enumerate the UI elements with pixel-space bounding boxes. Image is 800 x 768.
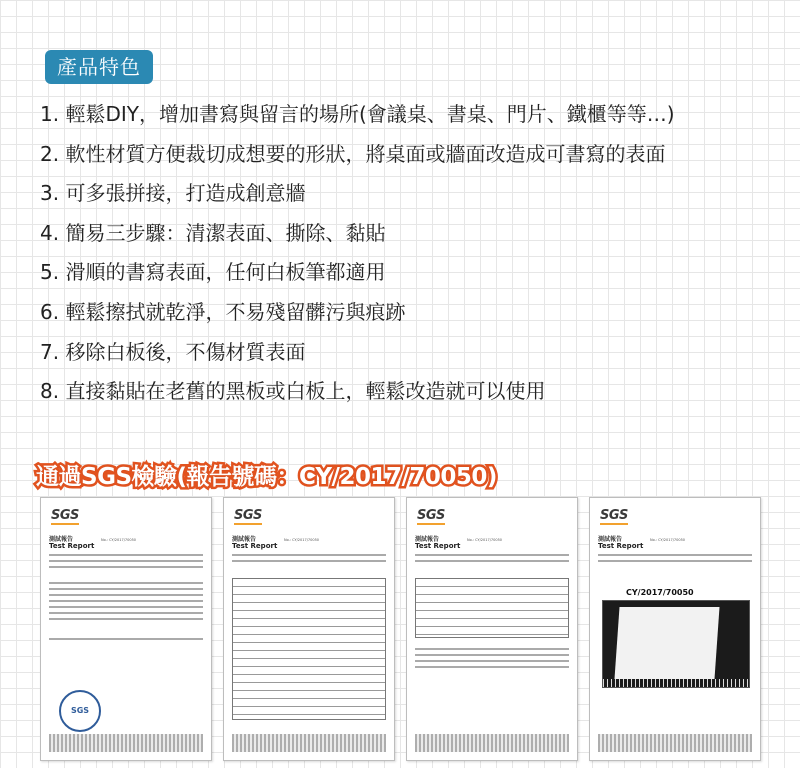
report-header-number: No.: CY/2017/70050 [101,538,137,542]
sgs-report-page-3 [406,497,578,761]
feature-item: 2. 軟性材質方便裁切成想要的形狀，將桌面或牆面改造成可書寫的表面 [40,141,666,166]
sgs-report-page-2 [223,497,395,761]
report-title-cn: 測試報告 [232,536,257,543]
results-table [232,578,386,720]
report-title-cn: 測試報告 [415,536,440,543]
page-footer [598,734,752,752]
report-header-number: No.: CY/2017/70050 [650,538,686,542]
sgs-logo: SGS [234,508,262,523]
sgs-seal-stamp: SGS [59,690,101,732]
divider [49,566,203,568]
divider [49,638,203,640]
report-number: CY/2017/70050 [626,588,694,597]
divider [49,594,203,596]
report-title-en: Test Report [49,542,95,550]
sample-photo [602,600,750,688]
sgs-report-page-1 [40,497,212,761]
feature-item: 5. 滑順的書寫表面，任何白板筆都適用 [40,260,386,285]
feature-list [40,95,675,412]
divider [49,612,203,614]
divider [598,560,752,562]
divider [49,588,203,590]
divider [415,654,569,656]
feature-item: 1. 輕鬆DIY，增加書寫與留言的場所(會議桌、書桌、門片、鐵櫃等等…) [40,102,675,126]
whiteboard-sample [614,607,719,679]
divider [415,648,569,650]
sgs-logo: SGS [417,508,445,523]
divider [49,606,203,608]
report-title-cn: 測試報告 [49,536,74,543]
divider [49,560,203,562]
feature-item: 8. 直接黏貼在老舊的黑板或白板上，輕鬆改造就可以使用 [40,379,546,404]
sgs-certification-headline: 通過SGS檢驗(報告號碼：CY/2017/70050) [36,464,497,490]
divider [232,560,386,562]
report-title-cn: 測試報告 [598,536,623,543]
divider [415,560,569,562]
ruler [603,679,749,687]
feature-item: 7. 移除白板後，不傷材質表面 [40,339,306,364]
report-header-number: No.: CY/2017/70050 [284,538,320,542]
page-footer [232,734,386,752]
report-title-en: Test Report [415,542,461,550]
sgs-logo: SGS [51,508,79,523]
feature-item: 3. 可多張拼接，打造成創意牆 [40,181,306,206]
results-table [415,578,569,638]
report-title-en: Test Report [232,542,278,550]
page-footer [49,734,203,752]
sgs-report-pages [40,497,760,759]
divider [232,554,386,556]
sgs-report-page-4 [589,497,761,761]
section-badge: 產品特色 [45,50,153,84]
divider [49,618,203,620]
divider [415,660,569,662]
page-footer [415,734,569,752]
divider [49,582,203,584]
divider [49,554,203,556]
feature-item: 4. 簡易三步驟：清潔表面、撕除、黏貼 [40,220,386,245]
divider [415,554,569,556]
sgs-logo: SGS [600,508,628,523]
divider [598,554,752,556]
feature-item: 6. 輕鬆擦拭就乾淨，不易殘留髒污與痕跡 [40,299,406,324]
divider [415,666,569,668]
divider [49,600,203,602]
report-title-en: Test Report [598,542,644,550]
report-header-number: No.: CY/2017/70050 [467,538,503,542]
